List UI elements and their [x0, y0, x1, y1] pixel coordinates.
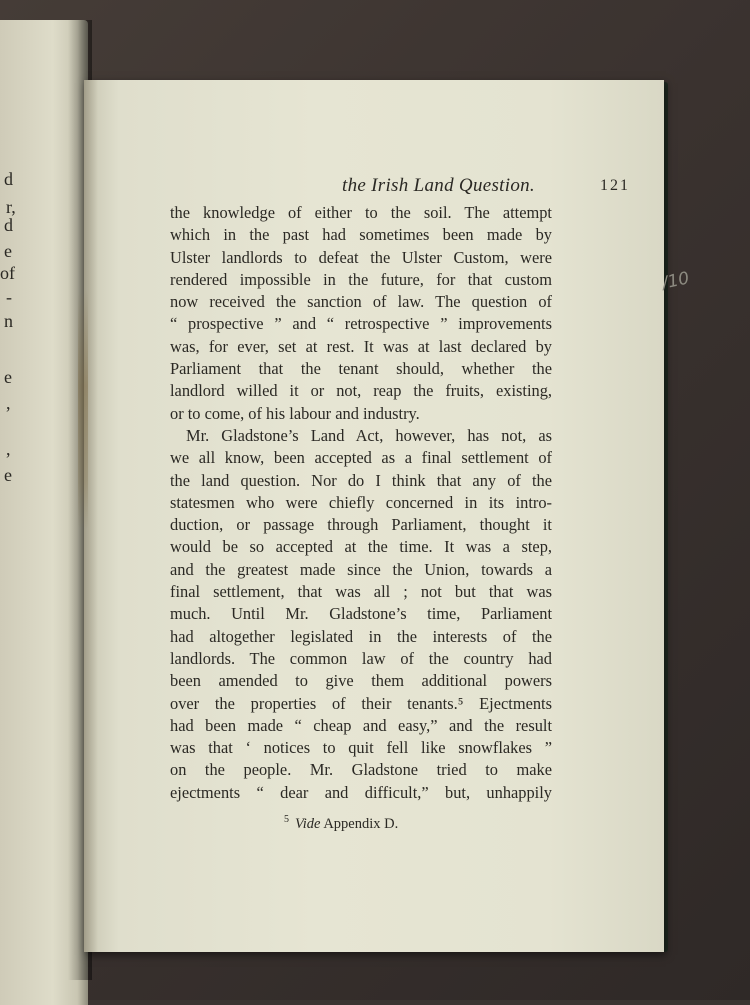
text-line: which in the past had sometimes been made by [170, 225, 552, 245]
text-line: rendered impossible in the future, for that custom [170, 269, 552, 289]
running-head-title: the Irish Land Question. [342, 175, 535, 196]
pencil-annotation: /10 [660, 268, 692, 294]
text-line: and the greatest made since the Union, towards a [170, 559, 552, 579]
left-fragment: e [4, 465, 12, 485]
text-line: ejectments “ dear and difficult,” but, unhappily [170, 782, 552, 802]
text-line: the knowledge of either to the soil. The attempt [170, 203, 552, 222]
text-line: final settlement, that was all ; not but that was [170, 582, 552, 602]
text-line: over the properties of their tenants.⁵ Ejectments [170, 693, 552, 713]
left-fragment: - [6, 287, 12, 307]
text-line: Mr. Gladstone’s Land Act, however, has not, as [186, 425, 552, 445]
left-fragment: r, [6, 197, 16, 217]
page-stain [78, 290, 88, 530]
running-head [256, 175, 638, 197]
text-line: had altogether legislated in the interests of the [170, 626, 552, 646]
text-line: would be so accepted at the time. It was a step, [170, 537, 552, 557]
text-line: duction, or passage through Parliament, thought it [170, 515, 552, 535]
left-fragment: d [4, 215, 13, 235]
left-fragment: , [6, 439, 11, 459]
page-number: 121 [600, 177, 630, 194]
text-line: landlord willed it or not, reap the fruits, existing, [170, 381, 552, 401]
text-line: statesmen who were chiefly concerned in its intro- [170, 492, 552, 512]
text-line: or to come, of his labour and industry. [170, 403, 420, 423]
text-line: Parliament that the tenant should, whether the [170, 359, 552, 379]
text-line: much. Until Mr. Gladstone’s time, Parliament [170, 604, 552, 624]
left-fragment: of [0, 263, 15, 283]
footnote-italic: Vide [295, 815, 321, 832]
body-text [170, 202, 552, 804]
text-line: had been made “ cheap and easy,” and the result [170, 715, 552, 735]
text-line: on the people. Mr. Gladstone tried to make [170, 760, 552, 780]
left-fragment: e [4, 367, 12, 387]
text-line: now received the sanction of law. The question of [170, 292, 552, 312]
left-fragment: n [4, 311, 13, 331]
left-fragment: , [6, 393, 11, 413]
text-line: landlords. The common law of the country had [170, 648, 552, 668]
left-page-text-fragments [0, 20, 24, 1005]
left-fragment: d [4, 169, 13, 189]
text-line: was, for ever, set at rest. It was at last declared by [170, 336, 552, 356]
footnote-marker: 5 [284, 814, 289, 825]
text-line: was that ‘ notices to quit fell like snowflakes ” [170, 738, 552, 758]
text-line: been amended to give them additional powers [170, 671, 552, 691]
left-fragment: e [4, 241, 12, 261]
text-line: the land question. Nor do I think that any of the [170, 470, 552, 490]
text-line: Ulster landlords to defeat the Ulster Custom, were [170, 247, 552, 267]
book-page [84, 80, 692, 952]
text-line: we all know, been accepted as a final settlement of [170, 448, 552, 468]
footnote-text: Appendix D. [323, 815, 399, 832]
text-line: “ prospective ” and “ retrospective ” improvements [170, 314, 552, 334]
footnote [284, 814, 398, 833]
